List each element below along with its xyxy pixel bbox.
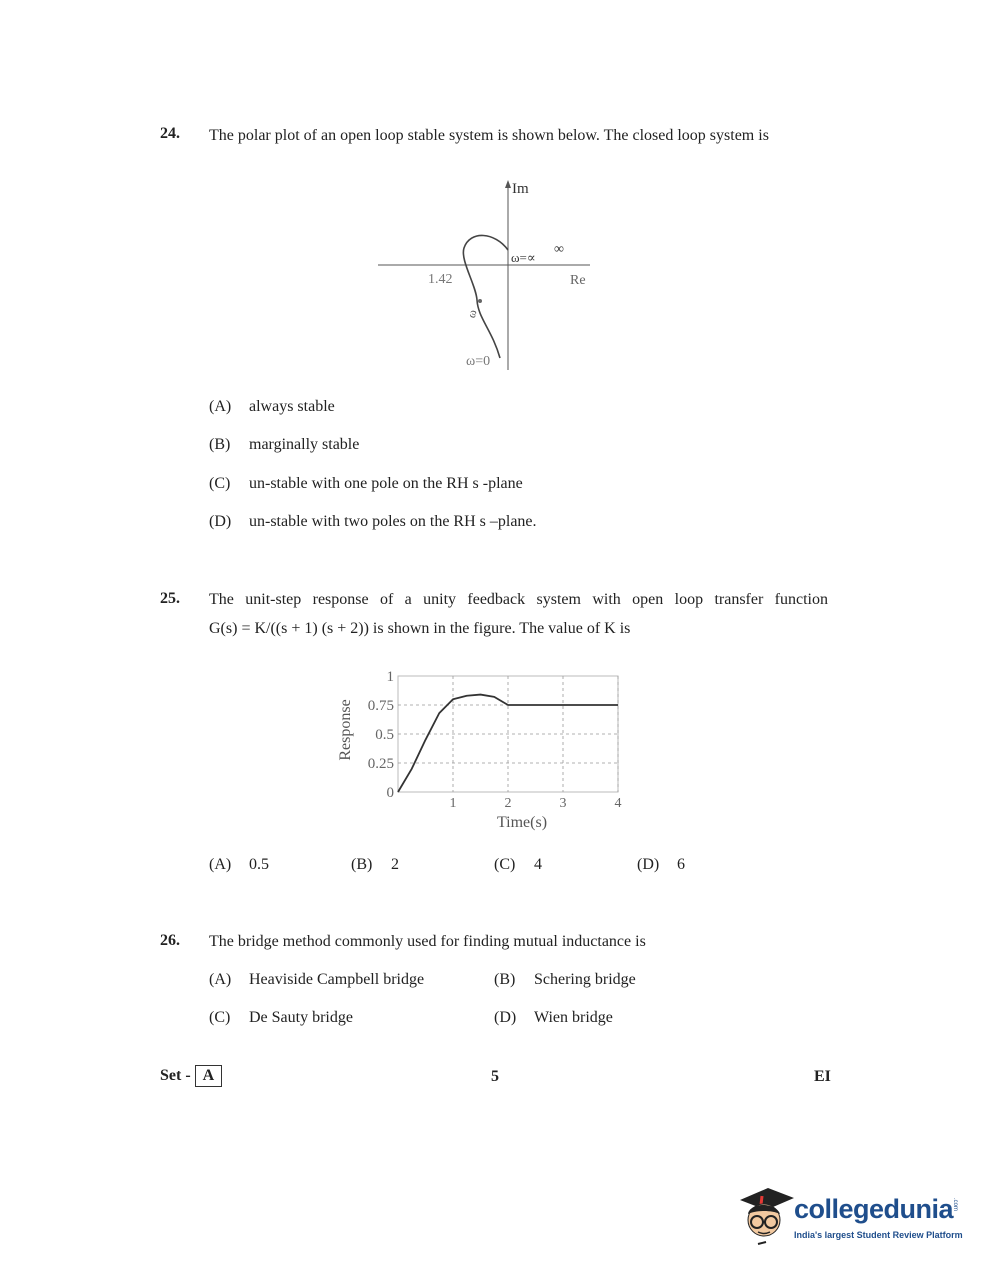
- option-text: Wien bridge: [534, 1009, 613, 1026]
- question-24-text: The polar plot of an open loop stable system is shown below. The closed loop system is: [209, 127, 769, 144]
- option-text: marginally stable: [249, 436, 360, 453]
- option-label: (A): [209, 856, 232, 873]
- option-label: (D): [637, 856, 660, 873]
- set-prefix: Set -: [160, 1067, 191, 1084]
- chart-ylabel: Response: [337, 699, 354, 761]
- option-label: (A): [209, 971, 232, 988]
- option-label: (C): [494, 856, 516, 873]
- option-text: 6: [677, 856, 685, 873]
- infinity-symbol: ∞: [554, 242, 564, 257]
- question-24-number: 24.: [160, 125, 180, 142]
- mascot-icon: [736, 1182, 794, 1248]
- im-label: Im: [512, 181, 529, 197]
- q25-option-c[interactable]: [494, 856, 542, 874]
- q24-option-c[interactable]: [209, 475, 523, 493]
- q25-option-a[interactable]: [209, 856, 269, 874]
- re-label: Re: [570, 273, 586, 288]
- q24-option-b[interactable]: [209, 436, 359, 454]
- option-text: De Sauty bridge: [249, 1009, 353, 1026]
- y-tick-label: 1: [386, 669, 394, 685]
- question-26-number: 26.: [160, 932, 180, 949]
- x-tick-label: 3: [559, 796, 567, 811]
- logo-tagline: India's largest Student Review Platform: [794, 1230, 963, 1240]
- q25-option-b[interactable]: [351, 856, 399, 874]
- y-tick-label: 0.75: [367, 698, 394, 714]
- polar-curve: [463, 235, 508, 358]
- neg-intercept-label: 1.42: [428, 272, 453, 287]
- question-25-text-line2: G(s) = K/((s + 1) (s + 2)) is shown in the figure. The value of K is: [209, 620, 631, 637]
- omega-label: ω: [463, 308, 480, 320]
- set-value: A: [195, 1065, 223, 1087]
- option-label: (D): [494, 1009, 517, 1026]
- option-text: un-stable with two poles on the RH s –plane.: [249, 513, 537, 530]
- option-text: un-stable with one pole on the RH s -plane: [249, 475, 523, 492]
- q26-option-a[interactable]: [209, 971, 424, 989]
- q24-option-a[interactable]: [209, 398, 335, 416]
- q25-option-d[interactable]: [637, 856, 685, 874]
- option-label: (D): [209, 513, 232, 530]
- chart-gridlines: [398, 676, 618, 792]
- omega-infinity-label: ω=∝: [511, 250, 536, 265]
- x-tick-label: 4: [614, 796, 622, 811]
- omega-zero-label: ω=0: [466, 354, 491, 369]
- q24-option-d[interactable]: [209, 513, 537, 531]
- logo-name: collegedunia: [794, 1194, 954, 1224]
- polar-plot-figure: [370, 170, 610, 380]
- option-text: 2: [391, 856, 399, 873]
- chart-marks: [368, 669, 622, 811]
- page-number: 5: [491, 1068, 499, 1085]
- option-text: always stable: [249, 398, 335, 415]
- option-label: (B): [209, 436, 231, 453]
- logo-suffix: .com: [952, 1198, 958, 1212]
- curve-point-marker: [478, 299, 482, 303]
- set-indicator: [160, 1065, 222, 1087]
- y-tick-label: 0.5: [375, 727, 394, 743]
- q26-option-c[interactable]: [209, 1009, 353, 1027]
- collegedunia-logo: [736, 1182, 966, 1250]
- y-tick-label: 0: [386, 785, 394, 801]
- option-label: (B): [351, 856, 373, 873]
- y-tick-label: 0.25: [367, 756, 394, 772]
- option-text: Schering bridge: [534, 971, 636, 988]
- option-label: (C): [209, 475, 231, 492]
- q26-option-b[interactable]: [494, 971, 636, 989]
- question-26-text: The bridge method commonly used for finding mutual inductance is: [209, 933, 646, 950]
- paper-code: EI: [814, 1068, 831, 1085]
- chart-xlabel: Time(s): [496, 814, 548, 831]
- step-response-chart: [330, 662, 630, 834]
- x-tick-label: 1: [449, 796, 457, 811]
- option-text: 4: [534, 856, 542, 873]
- question-25-number: 25.: [160, 590, 180, 607]
- option-text: 0.5: [249, 856, 269, 873]
- q26-option-d[interactable]: [494, 1009, 613, 1027]
- option-label: (B): [494, 971, 516, 988]
- imag-axis-arrow-icon: [505, 180, 511, 188]
- x-tick-label: 2: [504, 796, 512, 811]
- question-25-text-line1: The unit-step response of a unity feedback system with open loop transfer function: [209, 591, 828, 608]
- option-label: (A): [209, 398, 232, 415]
- option-label: (C): [209, 1009, 231, 1026]
- option-text: Heaviside Campbell bridge: [249, 971, 425, 988]
